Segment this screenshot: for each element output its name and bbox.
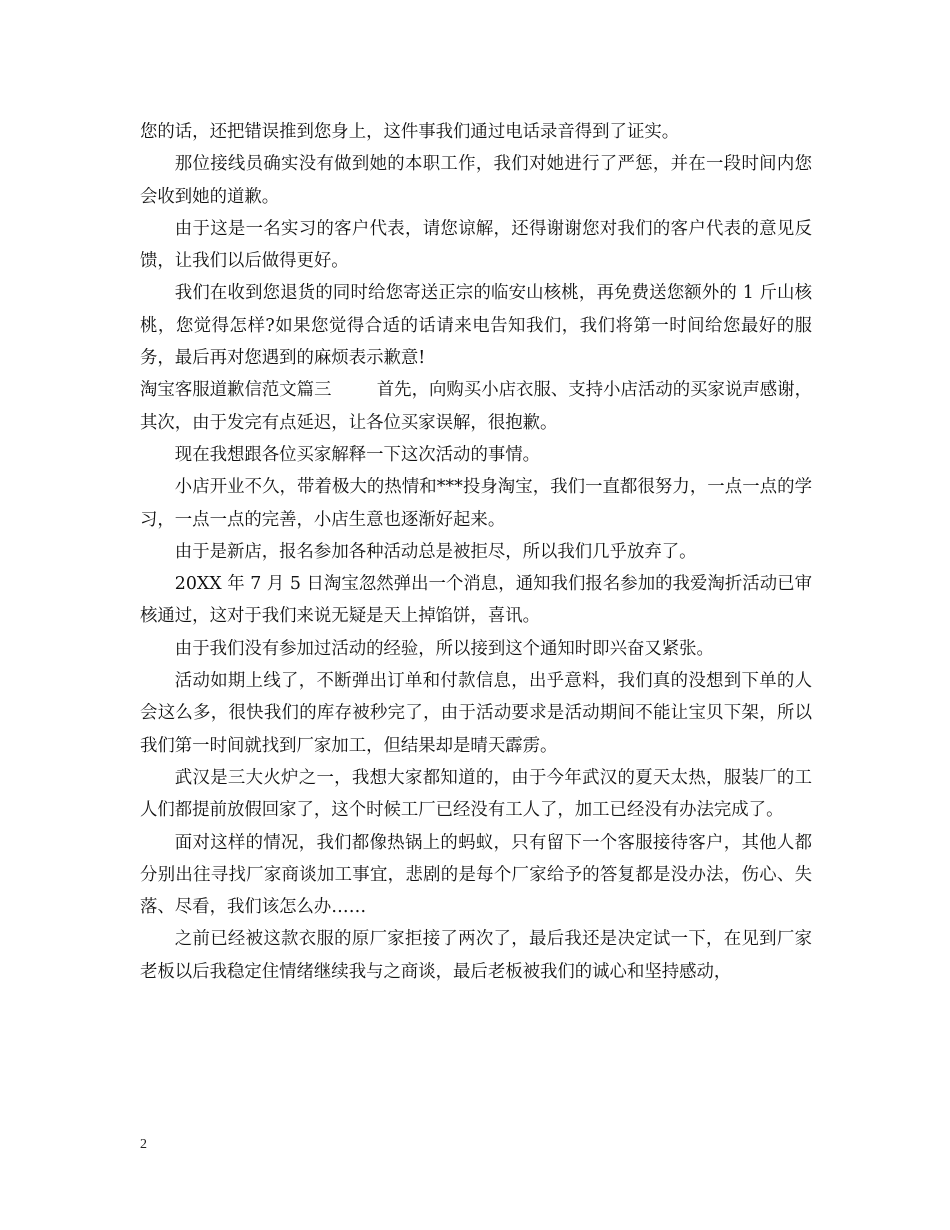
paragraph: 活动如期上线了，不断弹出订单和付款信息，出乎意料，我们真的没想到下单的人会这么多，很快我们的库存被秒完了，由于活动要求是活动期间不能让宝贝下架，所以我们第一时间就找到厂家加工，但结果却是晴天霹雳。 (140, 671, 812, 756)
paragraph: 由于是新店，报名参加各种活动总是被拒尽，所以我们几乎放弃了。 (174, 541, 697, 562)
section-first-text: 首先，向购买小店衣服、支持小店活动的买家说声感谢，其次，由于发完有点延迟，让各位买家误解，很抱歉。 (140, 380, 812, 433)
paragraph: 您的话，还把错误推到您身上，这件事我们通过电话录音得到了证实。 (140, 122, 680, 142)
paragraph: 那位接线员确实没有做到她的本职工作，我们对她进行了严惩，并在一段时间内您会收到她的道歉。 (140, 154, 812, 207)
page-number: 2 (140, 1137, 147, 1152)
paragraph: 20XX 年 7 月 5 日淘宝忽然弹出一个消息，通知我们报名参加的我爱淘折活动已审核通过，这对于我们来说无疑是天上掉馅饼，喜讯。 (140, 574, 812, 627)
paragraph: 小店开业不久，带着极大的热情和***投身淘宝，我们一直都很努力，一点一点的学习，一点一点的完善，小店生意也逐渐好起来。 (140, 477, 812, 530)
paragraph: 我们在收到您退货的同时给您寄送正宗的临安山核桃，再免费送您额外的 1 斤山核桃，您觉得怎样?如果您觉得合适的话请来电告知我们，我们将第一时间给您最好的服务，最后再对您遇到的麻烦表示歉意! (140, 283, 812, 369)
paragraph: 由于这是一名实习的客户代表，请您谅解，还得谢谢您对我们的客户代表的意见反馈，让我们以后做得更好。 (140, 218, 812, 272)
paragraph: 面对这样的情况，我们都像热锅上的蚂蚁，只有留下一个客服接待客户，其他人都分别出往寻找厂家商谈加工事宜，悲剧的是每个厂家给予的答复都是没办法，伤心、失落、尽看，我们该怎么办…… (140, 832, 812, 918)
paragraph: 之前已经被这款衣服的原厂家拒接了两次了，最后我还是决定试一下，在见到厂家老板以后我稳定住情绪继续我与之商谈，最后老板被我们的诚心和坚持感动， (140, 929, 812, 982)
section-heading-paragraph (140, 374, 812, 439)
paragraph: 武汉是三大火炉之一，我想大家都知道的，由于今年武汉的夏天太热，服装厂的工人们都提前放假回家了，这个时候工厂已经没有工人了，加工已经没有办法完成了。 (140, 767, 812, 821)
section-heading: 淘宝客服道歉信范文篇三 (140, 380, 332, 401)
document-body (140, 116, 812, 988)
paragraph: 现在我想跟各位买家解释一下这次活动的事情。 (174, 444, 541, 465)
paragraph: 由于我们没有参加过活动的经验，所以接到这个通知时即兴奋又紧张。 (174, 638, 714, 659)
